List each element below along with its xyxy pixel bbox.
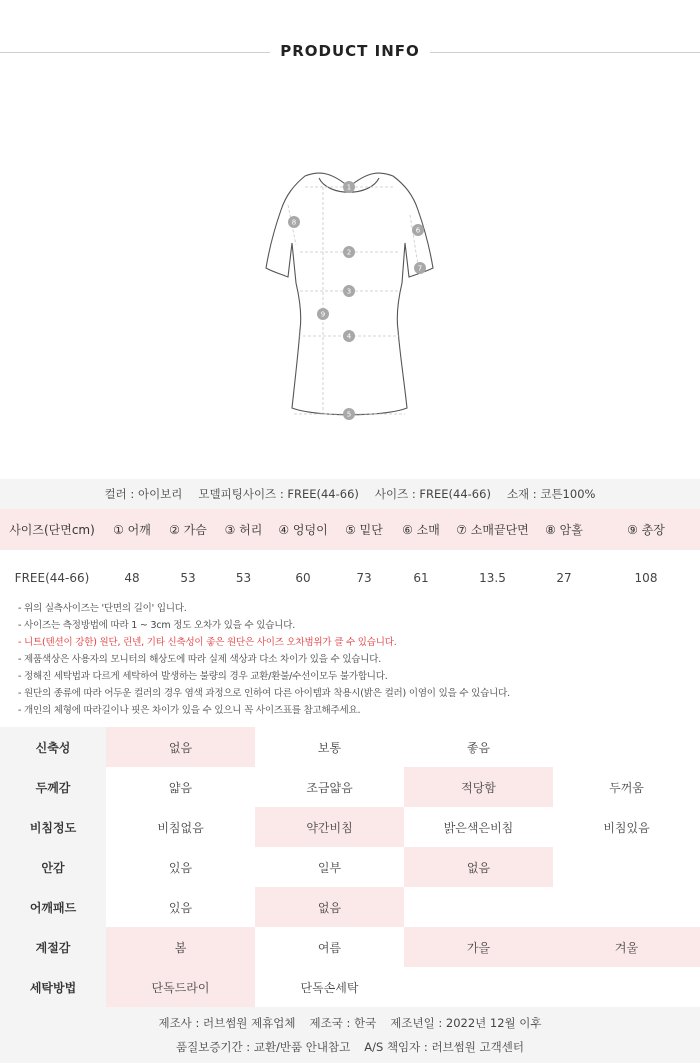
- cell-sleeve: 61: [413, 571, 429, 585]
- property-row-washing: [0, 967, 700, 1007]
- svg-text:4: 4: [346, 332, 352, 341]
- header-waist: ③ 허리: [224, 523, 263, 537]
- property-option: 비침없음: [157, 820, 204, 835]
- dress-measurement-diagram: [0, 165, 700, 435]
- property-label: 계절감: [0, 927, 106, 967]
- property-label: 신축성: [0, 727, 106, 767]
- product-info-bar: [0, 479, 700, 509]
- property-option: 가을: [404, 927, 553, 967]
- note-item: - 개인의 체형에 따라길이나 핏은 차이가 있을 수 있으니 꼭 사이즈표를 참고해주세요.: [18, 705, 361, 716]
- header-shoulder: ① 어깨: [113, 523, 151, 537]
- material-info: 소재 : 코튼100%: [506, 487, 596, 501]
- property-option: 좋음: [466, 740, 491, 755]
- cell-waist: 53: [235, 571, 252, 585]
- property-option: 단독드라이: [106, 967, 255, 1007]
- header-hem: ⑤ 밑단: [345, 523, 383, 537]
- section-header: [0, 40, 700, 68]
- property-option: 단독손세탁: [300, 980, 359, 995]
- svg-text:5: 5: [346, 410, 352, 419]
- warranty-line: [0, 1035, 700, 1059]
- property-option: 없음: [106, 727, 255, 767]
- country-text: 제조국 : 한국: [309, 1016, 377, 1030]
- svg-text:8: 8: [291, 218, 297, 227]
- property-option: 겨울: [553, 927, 700, 967]
- warranty-text: 품질보증기간 : 교환/반품 안내참고: [176, 1040, 351, 1054]
- property-option: 봄: [106, 927, 255, 967]
- property-option: [404, 887, 553, 927]
- svg-text:2: 2: [346, 248, 352, 257]
- property-row-sheerness: [0, 807, 700, 847]
- cell-size: FREE(44-66): [14, 571, 90, 585]
- cell-sleeve-opening: 13.5: [479, 571, 506, 585]
- model-size-info: 모델피팅사이즈 : FREE(44-66): [198, 487, 359, 501]
- size-table: [0, 509, 700, 606]
- property-label: 두께감: [0, 767, 106, 807]
- property-label: 세탁방법: [0, 967, 106, 1007]
- property-label: 비침정도: [0, 807, 106, 847]
- cell-length: 108: [634, 571, 658, 585]
- header-armhole: ⑧ 암홀: [545, 523, 583, 537]
- table-row: [0, 550, 700, 606]
- color-info: 컬러 : 아이보리: [104, 487, 183, 501]
- note-item: - 사이즈는 측정방법에 따라 1 ~ 3cm 정도 오차가 있을 수 있습니다.: [18, 620, 296, 631]
- date-text: 제조년일 : 2022년 12월 이후: [390, 1016, 542, 1030]
- note-item: - 위의 실측사이즈는 '단면의 길이' 입니다.: [18, 603, 187, 614]
- header-hip: ④ 엉덩이: [278, 523, 328, 537]
- property-row-shoulder-pad: [0, 887, 700, 927]
- measurement-markers: [288, 181, 426, 420]
- property-option: 있음: [168, 900, 193, 915]
- svg-text:3: 3: [346, 287, 352, 296]
- header-sleeve: ⑥ 소매: [402, 523, 440, 537]
- property-option: [404, 967, 553, 1007]
- property-option: 여름: [317, 940, 342, 955]
- property-option: 약간비침: [255, 807, 404, 847]
- note-item: - 원단의 종류에 따라 어두운 컬러의 경우 염색 과정으로 인하여 다른 아이템과 착용시(밝은 컬러) 이염이 있을 수 있습니다.: [18, 688, 510, 699]
- property-option: 밝은색은비침: [443, 820, 514, 835]
- property-option: [553, 887, 700, 927]
- svg-text:9: 9: [320, 310, 326, 319]
- property-grid: [0, 727, 700, 1007]
- property-option: [553, 727, 700, 767]
- property-row-stretch: [0, 727, 700, 767]
- property-row-lining: [0, 847, 700, 887]
- property-option: [553, 847, 700, 887]
- property-option: 없음: [404, 847, 553, 887]
- svg-text:1: 1: [346, 183, 352, 192]
- property-label: 어깨패드: [0, 887, 106, 927]
- size-table-header: [0, 509, 700, 550]
- manufacturer-info: [0, 1007, 700, 1063]
- svg-text:6: 6: [415, 226, 421, 235]
- property-row-season: [0, 927, 700, 967]
- note-item: - 제품색상은 사용자의 모니터의 해상도에 따라 실제 색상과 다소 차이가 있을 수 있습니다.: [18, 654, 382, 665]
- property-option: 일부: [317, 860, 342, 875]
- header-size: 사이즈(단면cm): [9, 523, 95, 537]
- property-option: 없음: [255, 887, 404, 927]
- property-option: 있음: [168, 860, 193, 875]
- maker-text: 제조사 : 러브썸원 제휴업체: [158, 1016, 296, 1030]
- size-info: 사이즈 : FREE(44-66): [374, 487, 491, 501]
- property-option: 조금얇음: [306, 780, 353, 795]
- manufacturer-line: [0, 1011, 700, 1035]
- page-title: PRODUCT INFO: [280, 42, 420, 60]
- property-option: 두꺼움: [609, 780, 644, 795]
- cell-hip: 60: [295, 571, 311, 585]
- as-text: A/S 책임자 : 러브썸원 고객센터: [364, 1040, 524, 1054]
- note-warning: - 니트(텐션이 강한) 원단, 린넨, 기타 신축성이 좋은 원단은 사이즈 오차범위가 클 수 있습니다.: [18, 637, 397, 648]
- header-divider-right: [430, 52, 700, 53]
- note-item: - 정해진 세탁법과 다르게 세탁하여 발생하는 불량의 경우 교환/환불/수선이모두 불가합니다.: [18, 671, 388, 682]
- property-option: 보통: [317, 740, 342, 755]
- cell-armhole: 27: [556, 571, 572, 585]
- dress-outline: [0, 165, 700, 435]
- cell-shoulder: 48: [124, 571, 140, 585]
- property-row-thickness: [0, 767, 700, 807]
- property-option: [553, 967, 700, 1007]
- cell-hem: 73: [356, 571, 372, 585]
- property-label: 안감: [0, 847, 106, 887]
- header-divider-left: [0, 52, 270, 53]
- header-length: ⑨ 총장: [627, 523, 665, 537]
- cell-chest: 53: [180, 571, 196, 585]
- size-notes: [18, 600, 688, 719]
- header-sleeve-opening: ⑦ 소매끝단면: [456, 523, 529, 537]
- property-option: 비침있음: [603, 820, 650, 835]
- svg-text:7: 7: [417, 264, 423, 273]
- property-option: 적당함: [404, 767, 553, 807]
- header-chest: ② 가슴: [169, 523, 207, 537]
- property-option: 얇음: [168, 780, 193, 795]
